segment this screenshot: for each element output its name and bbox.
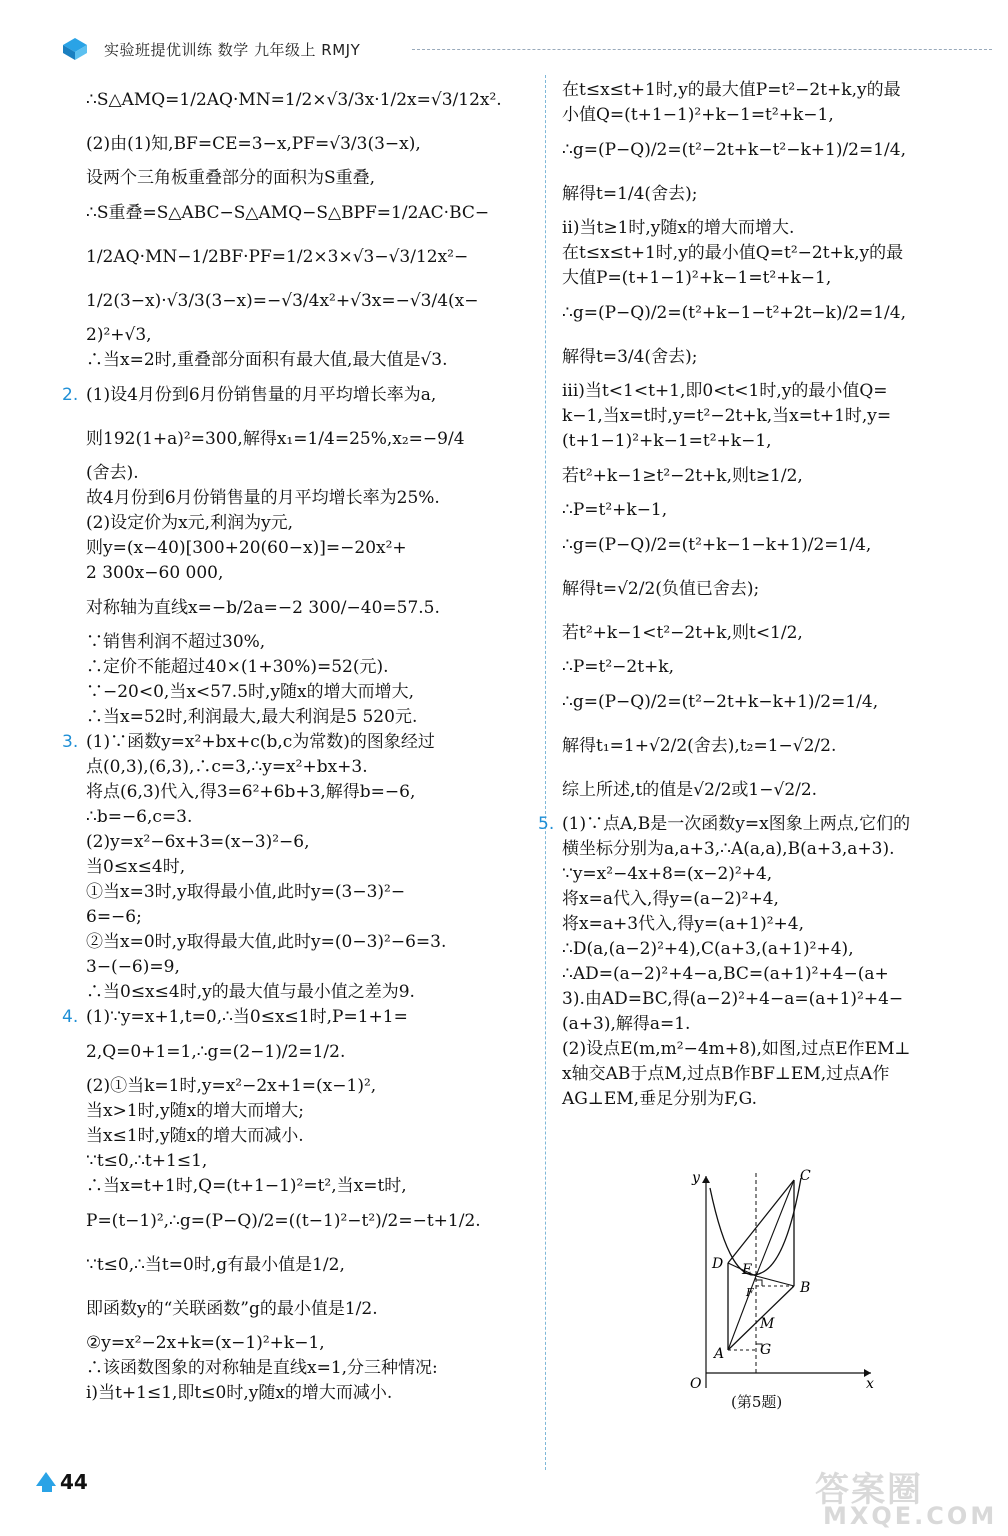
page-number-text: 44 — [60, 1470, 88, 1494]
text-line: ∴b=−6,c=3. — [86, 807, 193, 827]
text-line: 将点(6,3)代入,得3=6²+6b+3,解得b=−6, — [86, 782, 416, 802]
text-line: AG⊥EM,垂足分别为F,G. — [562, 1089, 757, 1109]
watermark-line-1: 答案圈 — [815, 1470, 923, 1510]
text-line: 横坐标分别为a,a+3,∴A(a,a),B(a+3,a+3). — [562, 839, 895, 859]
text-line: 即函数y的“关联函数”g的最小值是1/2. — [86, 1299, 378, 1319]
text-line: 1/2AQ·MN−1/2BF·PF=1/2×3×√3−√3/12x²− — [86, 247, 469, 267]
text-line: ∵−20<0,当x<57.5时,y随x的增大而增大, — [86, 682, 415, 702]
text-line: 故4月份到6月份销售量的月平均增长率为25%. — [86, 488, 440, 508]
label-F: F — [746, 1286, 754, 1299]
text-line: ∴S重叠=S△ABC−S△AMQ−S△BPF=1/2AC·BC− — [86, 203, 490, 223]
text-line: x轴交AB于点M,过点B作BF⊥EM,过点A作 — [562, 1064, 890, 1084]
text-line: (1)∵y=x+1,t=0,∴当0≤x≤1时,P=1+1= — [86, 1007, 408, 1027]
label-E: E — [742, 1262, 753, 1278]
text-line: 若t²+k−1≥t²−2t+k,则t≥1/2, — [562, 466, 803, 486]
text-line: (2)由(1)知,BF=CE=3−x,PF=√3/3(3−x), — [86, 134, 421, 154]
text-line: 6=−6; — [86, 907, 142, 927]
text-line: ∴当0≤x≤4时,y的最大值与最小值之差为9. — [86, 982, 415, 1002]
text-line: ∴D(a,(a−2)²+4),C(a+3,(a+1)²+4), — [562, 939, 854, 959]
text-line: (1)∵函数y=x²+bx+c(b,c为常数)的图象经过 — [86, 732, 435, 752]
text-line: ii)当t≥1时,y随x的增大而增大. — [562, 218, 795, 238]
text-line: 当0≤x≤4时, — [86, 857, 186, 877]
header-rule — [412, 49, 992, 50]
text-line: ∴当x=t+1时,Q=(t+1−1)²=t²,当x=t时, — [86, 1176, 407, 1196]
question-number: 4. — [62, 1007, 79, 1027]
text-line: 综上所述,t的值是√2/2或1−√2/2. — [562, 780, 818, 800]
text-line: ∵t≤0,∴当t=0时,g有最小值是1/2, — [86, 1255, 345, 1275]
text-line: iii)当t<1<t+1,即0<t<1时,y的最小值Q= — [562, 381, 888, 401]
text-line: ∴g=(P−Q)/2=(t²−2t+k−t²−k+1)/2=1/4, — [562, 140, 907, 160]
text-line: 小值Q=(t+1−1)²+k−1=t²+k−1, — [562, 105, 834, 125]
book-logo-icon — [62, 36, 88, 62]
text-line: (2)设点E(m,m²−4m+8),如图,过点E作EM⊥ — [562, 1039, 911, 1059]
text-line: ①当x=3时,y取得最小值,此时y=(3−3)²− — [86, 882, 406, 902]
text-line: ∴g=(P−Q)/2=(t²+k−1−t²+2t−k)/2=1/4, — [562, 303, 907, 323]
text-line: 若t²+k−1<t²−2t+k,则t<1/2, — [562, 623, 803, 643]
page-header — [62, 36, 992, 62]
text-line: i)当t+1≤1,即t≤0时,y随x的增大而减小. — [86, 1383, 393, 1403]
text-line: ∴P=t²−2t+k, — [562, 657, 674, 677]
text-line: 在t≤x≤t+1时,y的最小值Q=t²−2t+k,y的最 — [562, 243, 904, 263]
label-D: D — [712, 1256, 724, 1272]
text-line: 解得t=√2/2(负值已舍去); — [562, 579, 760, 599]
text-line: ∵销售利润不超过30%, — [86, 632, 266, 652]
text-line: ∴S△AMQ=1/2AQ·MN=1/2×√3/3x·1/2x=√3/12x². — [86, 90, 502, 110]
text-line: ②y=x²−2x+k=(x−1)²+k−1, — [86, 1333, 325, 1353]
label-y: y — [692, 1170, 700, 1186]
question-number: 3. — [62, 732, 79, 752]
text-line: 当x>1时,y随x的增大而增大; — [86, 1101, 304, 1121]
text-line: 点(0,3),(6,3),∴c=3,∴y=x²+bx+3. — [86, 757, 368, 777]
text-line: (舍去). — [86, 463, 139, 483]
text-line: 大值P=(t+1−1)²+k−1=t²+k−1, — [562, 268, 832, 288]
text-line: ∴该函数图象的对称轴是直线x=1,分三种情况: — [86, 1358, 438, 1378]
label-C: C — [800, 1168, 811, 1184]
text-line: (t+1−1)²+k−1=t²+k−1, — [562, 431, 772, 451]
text-line: (2)设定价为x元,利润为y元, — [86, 513, 294, 533]
right-column — [538, 78, 992, 1112]
text-line: 3−(−6)=9, — [86, 957, 180, 977]
text-line: ∴g=(P−Q)/2=(t²+k−1−k+1)/2=1/4, — [562, 535, 872, 555]
text-line: ∴AD=(a−2)²+4−a,BC=(a+1)²+4−(a+ — [562, 964, 889, 984]
geometry-diagram — [676, 1168, 876, 1393]
label-B: B — [800, 1280, 811, 1296]
text-line: ∴当x=52时,利润最大,最大利润是5 520元. — [86, 707, 418, 727]
label-A: A — [714, 1346, 725, 1362]
text-line: 解得t₁=1+√2/2(舍去),t₂=1−√2/2. — [562, 736, 837, 756]
label-x: x — [866, 1376, 874, 1392]
left-column — [62, 78, 526, 1406]
column-divider — [545, 75, 546, 1470]
figure-caption: (第5题) — [731, 1393, 783, 1411]
text-line: 解得t=1/4(舍去); — [562, 184, 698, 204]
text-line: 1/2(3−x)·√3/3(3−x)=−√3/4x²+√3x=−√3/4(x− — [86, 291, 479, 311]
text-line: 2)²+√3, — [86, 325, 152, 345]
text-line: 2,Q=0+1=1,∴g=(2−1)/2=1/2. — [86, 1042, 346, 1062]
page-number — [36, 1468, 96, 1496]
text-line: 2 300x−60 000, — [86, 563, 224, 583]
text-line: 在t≤x≤t+1时,y的最大值P=t²−2t+k,y的最 — [562, 80, 901, 100]
text-line: P=(t−1)²,∴g=(P−Q)/2=((t−1)²−t²)/2=−t+1/2. — [86, 1211, 481, 1231]
text-line: 解得t=3/4(舍去); — [562, 347, 698, 367]
text-line: (2)①当k=1时,y=x²−2x+1=(x−1)², — [86, 1076, 377, 1096]
text-line: (1)∵点A,B是一次函数y=x图象上两点,它们的 — [562, 814, 911, 834]
figure-problem-5 — [676, 1168, 876, 1413]
text-line: ∴g=(P−Q)/2=(t²−2t+k−k+1)/2=1/4, — [562, 692, 879, 712]
watermark — [815, 1462, 998, 1532]
label-G: G — [760, 1342, 772, 1358]
text-line: 将x=a代入,得y=(a−2)²+4, — [562, 889, 779, 909]
text-line: 3).由AD=BC,得(a−2)²+4−a=(a+1)²+4− — [562, 989, 904, 1009]
watermark-line-2: MXQE.COM — [823, 1502, 998, 1530]
text-line: 将x=a+3代入,得y=(a+1)²+4, — [562, 914, 805, 934]
text-line: ∵t≤0,∴t+1≤1, — [86, 1151, 208, 1171]
label-O: O — [690, 1376, 702, 1392]
text-line: ②当x=0时,y取得最大值,此时y=(0−3)²−6=3. — [86, 932, 447, 952]
label-M: M — [760, 1316, 775, 1332]
text-line: 则y=(x−40)[300+20(60−x)]=−20x²+ — [86, 538, 407, 558]
text-line: 对称轴为直线x=−b/2a=−2 300/−40=57.5. — [86, 598, 440, 618]
text-line: 设两个三角板重叠部分的面积为S重叠, — [86, 168, 376, 188]
text-line: 当x≤1时,y随x的增大而减小. — [86, 1126, 304, 1146]
text-line: ∴P=t²+k−1, — [562, 500, 668, 520]
text-line: ∴当x=2时,重叠部分面积有最大值,最大值是√3. — [86, 350, 448, 370]
text-line: k−1,当x=t时,y=t²−2t+k,当x=t+1时,y= — [562, 406, 892, 426]
header-title: 实验班提优训练 数学 九年级上 RMJY — [104, 41, 361, 59]
text-line: 则192(1+a)²=300,解得x₁=1/4=25%,x₂=−9/4 — [86, 429, 465, 449]
question-number: 2. — [62, 385, 79, 405]
text-line: (2)y=x²−6x+3=(x−3)²−6, — [86, 832, 310, 852]
text-line: (1)设4月份到6月份销售量的月平均增长率为a, — [86, 385, 437, 405]
text-line: ∵y=x²−4x+8=(x−2)²+4, — [562, 864, 773, 884]
text-line: (a+3),解得a=1. — [562, 1014, 691, 1034]
text-line: ∴定价不能超过40×(1+30%)=52(元). — [86, 657, 389, 677]
question-number: 5. — [538, 814, 555, 834]
